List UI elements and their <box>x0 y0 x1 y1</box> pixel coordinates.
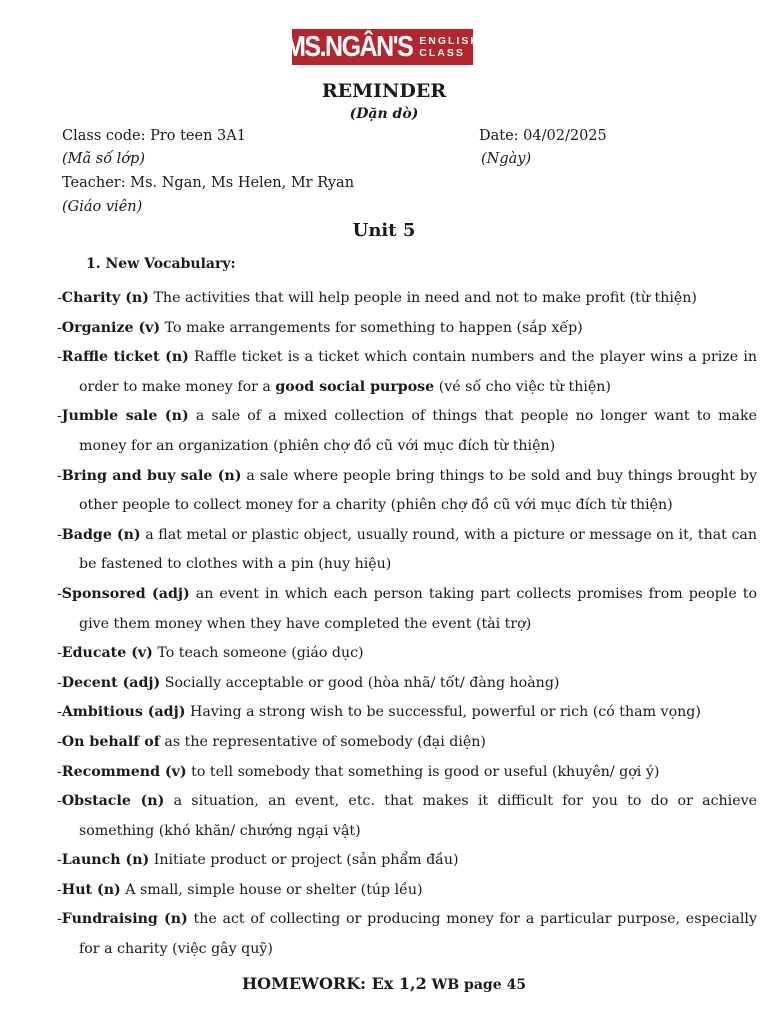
vocab-term: Decent (adj) <box>61 674 161 691</box>
vocab-entry: -Ambitious (adj) Having a strong wish to be successful, powerful or rich (có tham vọng) <box>57 704 701 721</box>
vocab-entry: -Badge (n) a flat metal or plastic object, usually round, with a picture or message on it, that can be fastened to clothes with a pin (huy hiệu) <box>57 526 758 573</box>
vocab-term: Badge (n) <box>61 526 141 543</box>
logo-line-class: CLASS <box>419 46 465 59</box>
vocab-definition: the act of collecting or producing money for a particular purpose, especially for a charity (việc gây quỹ) <box>79 911 757 958</box>
vocab-definition: as the representative of somebody (đại diện) <box>159 733 486 750</box>
vocab-entry: -Hut (n) A small, simple house or shelter (túp lều) <box>57 881 423 898</box>
logo-line-english: ENGLISH <box>419 35 480 47</box>
teacher: Teacher: Ms. Ngan, Ms Helen, Mr Ryan <box>62 175 355 191</box>
vocab-entry: -Organize (v) To make arrangements for something to happen (sắp xếp) <box>57 319 583 336</box>
homework-page: WB page 45 <box>426 977 526 993</box>
vocab-term: Recommend (v) <box>61 763 187 780</box>
class-code-vi: (Mã số lớp) <box>62 151 145 167</box>
vocab-entry: -Decent (adj) Socially acceptable or good (hòa nhã/ tốt/ đàng hoàng) <box>57 674 560 691</box>
vocab-entry: -On behalf of as the representative of somebody (đại diện) <box>57 733 486 750</box>
homework-main: HOMEWORK: Ex 1,2 <box>242 974 427 993</box>
vocab-term: On behalf of <box>61 733 160 750</box>
vocab-definition: a sale where people bring things to be sold and buy things brought by other people to collect money for a charity (phiên chợ đồ cũ với mục đích từ thiện) <box>79 467 758 514</box>
vocab-term: Sponsored (adj) <box>61 585 190 602</box>
vocab-entry: -Recommend (v) to tell somebody that something is good or useful (khuyên/ gợi ý) <box>57 763 660 780</box>
vocab-definition: The activities that will help people in need and not to make profit (từ thiện) <box>148 290 697 306</box>
vocab-term: Obstacle (n) <box>61 793 165 810</box>
vocab-definition: Initiate product or project (sản phẩm đầu) <box>149 852 459 869</box>
logo-main-text: MS.NGÂN'S <box>285 30 413 63</box>
vocab-term: Bring and buy sale (n) <box>61 467 242 484</box>
vocab-entry: -Jumble sale (n) a sale of a mixed collection of things that people no longer want to make money for an organization (phiên chợ đồ cũ với mục đích từ thiện) <box>57 408 757 454</box>
vocab-term: Charity (n) <box>61 290 149 306</box>
vocab-definition: a flat metal or plastic object, usually round, with a picture or message on it, that can be fastened to clothes with a pin (huy hiệu) <box>79 526 758 573</box>
vocab-term: Fundraising (n) <box>61 911 188 928</box>
vocab-definition: to tell somebody that something is good or useful (khuyên/ gợi ý) <box>186 763 660 780</box>
vocab-entry: -Launch (n) Initiate product or project (sản phẩm đầu) <box>57 852 459 869</box>
vocab-definition: Socially acceptable or good (hòa nhã/ tốt/ đàng hoàng) <box>160 674 560 691</box>
vocab-definition: A small, simple house or shelter (túp lều) <box>120 881 423 898</box>
vocab-definition: an event in which each person taking part collects promises from people to give them money when they have completed the event (tài trợ) <box>79 585 757 632</box>
vocab-entry: -Fundraising (n) the act of collecting or producing money for a particular purpose, especially for a charity (việc gây quỹ) <box>57 911 757 958</box>
vocab-term: Organize (v) <box>61 319 161 336</box>
vocab-definition-tail: (vé số cho việc từ thiện) <box>434 378 611 395</box>
vocab-definition: a situation, an event, etc. that makes it difficult for you to do or achieve something (khó khăn/ chướng ngại vật) <box>79 793 758 839</box>
vocab-term: Jumble sale (n) <box>61 408 189 425</box>
date: Date: 04/02/2025 <box>479 128 607 144</box>
section-title: 1. New Vocabulary: <box>86 256 236 272</box>
teacher-vi: (Giáo viên) <box>62 199 143 215</box>
vocab-term: Raffle ticket (n) <box>61 349 189 366</box>
homework <box>0 974 768 993</box>
vocab-definition: To teach someone (giáo dục) <box>152 645 364 662</box>
vocab-emphasis: good social purpose <box>275 378 435 395</box>
vocab-term: Hut (n) <box>61 881 121 898</box>
vocab-entry: -Raffle ticket (n) Raffle ticket is a ticket which contain numbers and the player wins a prize in order to make money for a good social purpose (vé số cho việc từ thiện) <box>57 349 757 395</box>
vocab-definition: To make arrangements for something to happen (sắp xếp) <box>160 319 583 336</box>
date-vi: (Ngày) <box>481 151 532 167</box>
page-subtitle: (Dặn dò) <box>349 106 419 122</box>
vocab-definition: Raffle ticket is a ticket which contain numbers and the player wins a prize in order to make money for a <box>79 349 757 395</box>
vocab-entry: -Obstacle (n) a situation, an event, etc. that makes it difficult for you to do or achieve something (khó khăn/ chướng ngại vật) <box>57 793 758 839</box>
vocabulary-list <box>57 284 757 965</box>
vocab-entry: -Educate (v) To teach someone (giáo dục) <box>57 645 364 662</box>
unit-title: Unit 5 <box>352 220 416 241</box>
vocab-definition: Having a strong wish to be successful, powerful or rich (có tham vọng) <box>185 704 701 721</box>
page-title: REMINDER <box>321 80 447 102</box>
logo-side-text <box>419 36 480 58</box>
vocab-entry: -Bring and buy sale (n) a sale where people bring things to be sold and buy things brought by other people to collect money for a charity (phiên chợ đồ cũ với mục đích từ thiện) <box>57 467 758 514</box>
vocab-term: Ambitious (adj) <box>61 704 186 721</box>
vocab-entry: -Charity (n) The activities that will help people in need and not to make profit (từ thiện) <box>57 290 697 306</box>
vocab-entry: -Sponsored (adj) an event in which each person taking part collects promises from people to give them money when they have completed the event (tài trợ) <box>57 585 757 632</box>
class-logo <box>285 29 480 65</box>
class-code: Class code: Pro teen 3A1 <box>62 128 246 144</box>
vocab-term: Launch (n) <box>61 852 150 869</box>
vocab-definition: a sale of a mixed collection of things that people no longer want to make money for an organization (phiên chợ đồ cũ với mục đích từ thiện) <box>79 408 757 454</box>
vocab-term: Educate (v) <box>61 645 153 662</box>
